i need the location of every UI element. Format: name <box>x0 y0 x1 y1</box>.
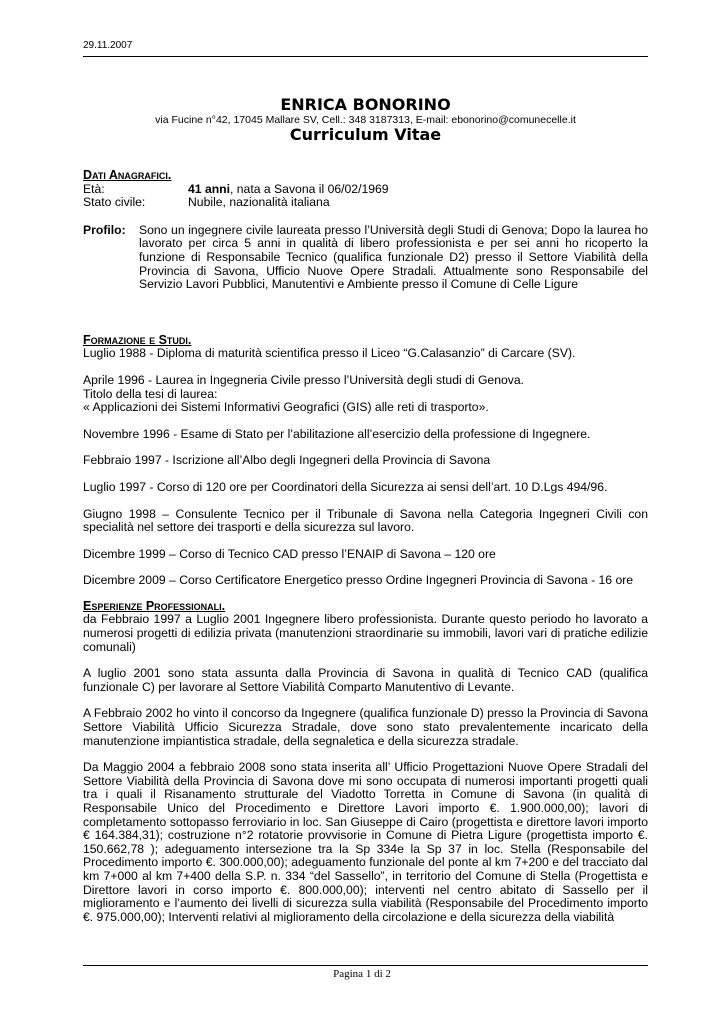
education-item-line: Titolo della tesi di laurea: <box>83 386 218 401</box>
document-title: Curriculum Vitae <box>289 125 442 144</box>
education-item: Dicembre 2009 – Corso Certificatore Energetico presso Ordine Ingegneri Provincia di Savona - 16 ore <box>83 573 634 588</box>
field-stato-civile <box>83 196 648 210</box>
education-item: Luglio 1997 - Corso di 120 ore per Coordinatori della Sicurezza ai sensi dell’art. 10 D.Lgs 494/96. <box>83 479 608 494</box>
section-title-esperienze: Esperienze Professionali. <box>83 598 226 613</box>
field-value: Nubile, nazionalità italiana <box>188 195 330 210</box>
education-item: Novembre 1996 - Esame di Stato per l’abilitazione all’esercizio della professione di Ingegnere. <box>83 426 591 441</box>
profile-label: Profilo: <box>83 222 126 237</box>
header-date: 29.11.2007 <box>83 40 133 51</box>
header-rule <box>83 56 648 57</box>
document-body <box>83 96 648 924</box>
section-title-anagrafici: Dati Anagrafici. <box>83 168 172 182</box>
experience-paragraph: da Febbraio 1997 a Luglio 2001 Ingegnere libero professionista. Durante questo periodo ho lavorato a numerosi progetti di edilizia privata (manutenzioni straordinarie su immobili, lavori vari di pratiche edilizie comunali) <box>83 612 648 654</box>
field-eta <box>83 183 648 197</box>
profile-text: Sono un ingegnere civile laureata presso l’Università degli Studi di Genova; Dopo la laurea ho lavorato per circa 5 anni in qualità di libero professionista e per sei anni ho ricoperto la funzione di Responsabile Tecnico (qualifica funzionale D2) presso il Settore Viabilità della Provincia di Savona, Ufficio Nuove Opere Stradali. Attualmente sono Responsabile del Servizio Lavori Pubblici, Manutentivi e Ambiente presso il Comune di Celle Ligure <box>139 222 648 292</box>
field-value-bold: 41 anni <box>188 181 230 196</box>
person-name: ENRICA BONORINO <box>280 95 451 114</box>
education-item: Febbraio 1997 - Iscrizione all’Albo degli Ingegneri della Provincia di Savona <box>83 453 491 468</box>
person-contact: via Fucine n°42, 17045 Mallare SV, Cell.: 348 3187313, E-mail: ebonorino@comunecelle.it <box>155 114 576 126</box>
footer-rule <box>83 965 648 966</box>
education-item: Luglio 1988 - Diploma di maturità scientifica presso il Liceo “G.Calasanzio” di Carcare (SV). <box>83 346 576 361</box>
field-value <box>188 183 648 197</box>
education-item-line: « Applicazioni dei Sistemi Informativi Geografici (GIS) alle reti di trasporto». <box>83 400 489 415</box>
education-item: Dicembre 1999 – Corso di Tecnico CAD presso l’ENAIP di Savona – 120 ore <box>83 546 496 561</box>
experience-paragraph: Da Maggio 2004 a febbraio 2008 sono stata inserita all’ Ufficio Progettazioni Nuove Opere Stradali del Settore Viabilità della Provincia di Savona dove mi sono occupata di numerosi importanti progetti quali tra i quali il Risanamento strutturale del Viadotto Torretta in Comune di Savona (in qualità di Responsabile Unico del Procedimento e Direttore Lavori importo €. 1.900.000,00); lavori di completamento sottopasso ferroviario in loc. San Giuseppe di Cairo (progettista e direttore lavori importo € 164.384,31); costruzione n°2 rotatorie provvisorie in Comune di Pietra Ligure (progettista importo €. 150.662,78 ); adeguamento intersezione tra la Sp 334e la Sp 37 in loc. Stella (Responsabile del Procedimento importo €. 300.000,00); adeguamento funzionale del ponte al km 7+200 e del tracciato dal km 7+000 al km 7+400 della S.P. n. 334 “del Sassello”, in territorio del Comune di Stella (Progettista e Direttore lavori in corso importo €. 800.000,00); interventi nel centro abitato di Sassello per il miglioramento e l’aumento dei livelli di sicurezza sulla viabilità (Responsabile del Procedimento importo €. 975.000,00); Interventi relativi al miglioramento della circolazione e della sicurezza della viabilità <box>83 760 648 924</box>
experience-paragraph: A luglio 2001 sono stata assunta dalla Provincia di Savona in qualità di Tecnico CAD (qualifica funzionale C) per lavorare al Settore Viabilità Comparto Manutentivo di Levante. <box>83 666 648 694</box>
field-label: Età: <box>83 181 105 196</box>
field-value-rest: , nata a Savona il 06/02/1969 <box>230 181 389 196</box>
footer-page-number: Pagina 1 di 2 <box>333 968 391 980</box>
education-item: Aprile 1996 - Laurea in Ingegneria Civile presso l’Università degli studi di Genova. <box>83 372 525 387</box>
education-item: Giugno 1998 – Consulente Tecnico per il Tribunale di Savona nella Categoria Ingegneri Civili con specialità nel settore dei trasporti e della sicurezza sul lavoro. <box>83 506 648 535</box>
experience-paragraph: A Febbraio 2002 ho vinto il concorso da Ingegnere (qualifica funzionale D) presso la Provincia di Savona Settore Viabilità Ufficio Sicurezza Stradale, dove sono stato prevalentemente incaricato della manutenzione impiantistica stradale, della segnaletica e della sicurezza stradale. <box>83 706 648 748</box>
section-title-formazione: Formazione e Studi. <box>83 332 192 347</box>
field-label: Stato civile: <box>83 195 146 210</box>
profile-block <box>83 224 648 292</box>
